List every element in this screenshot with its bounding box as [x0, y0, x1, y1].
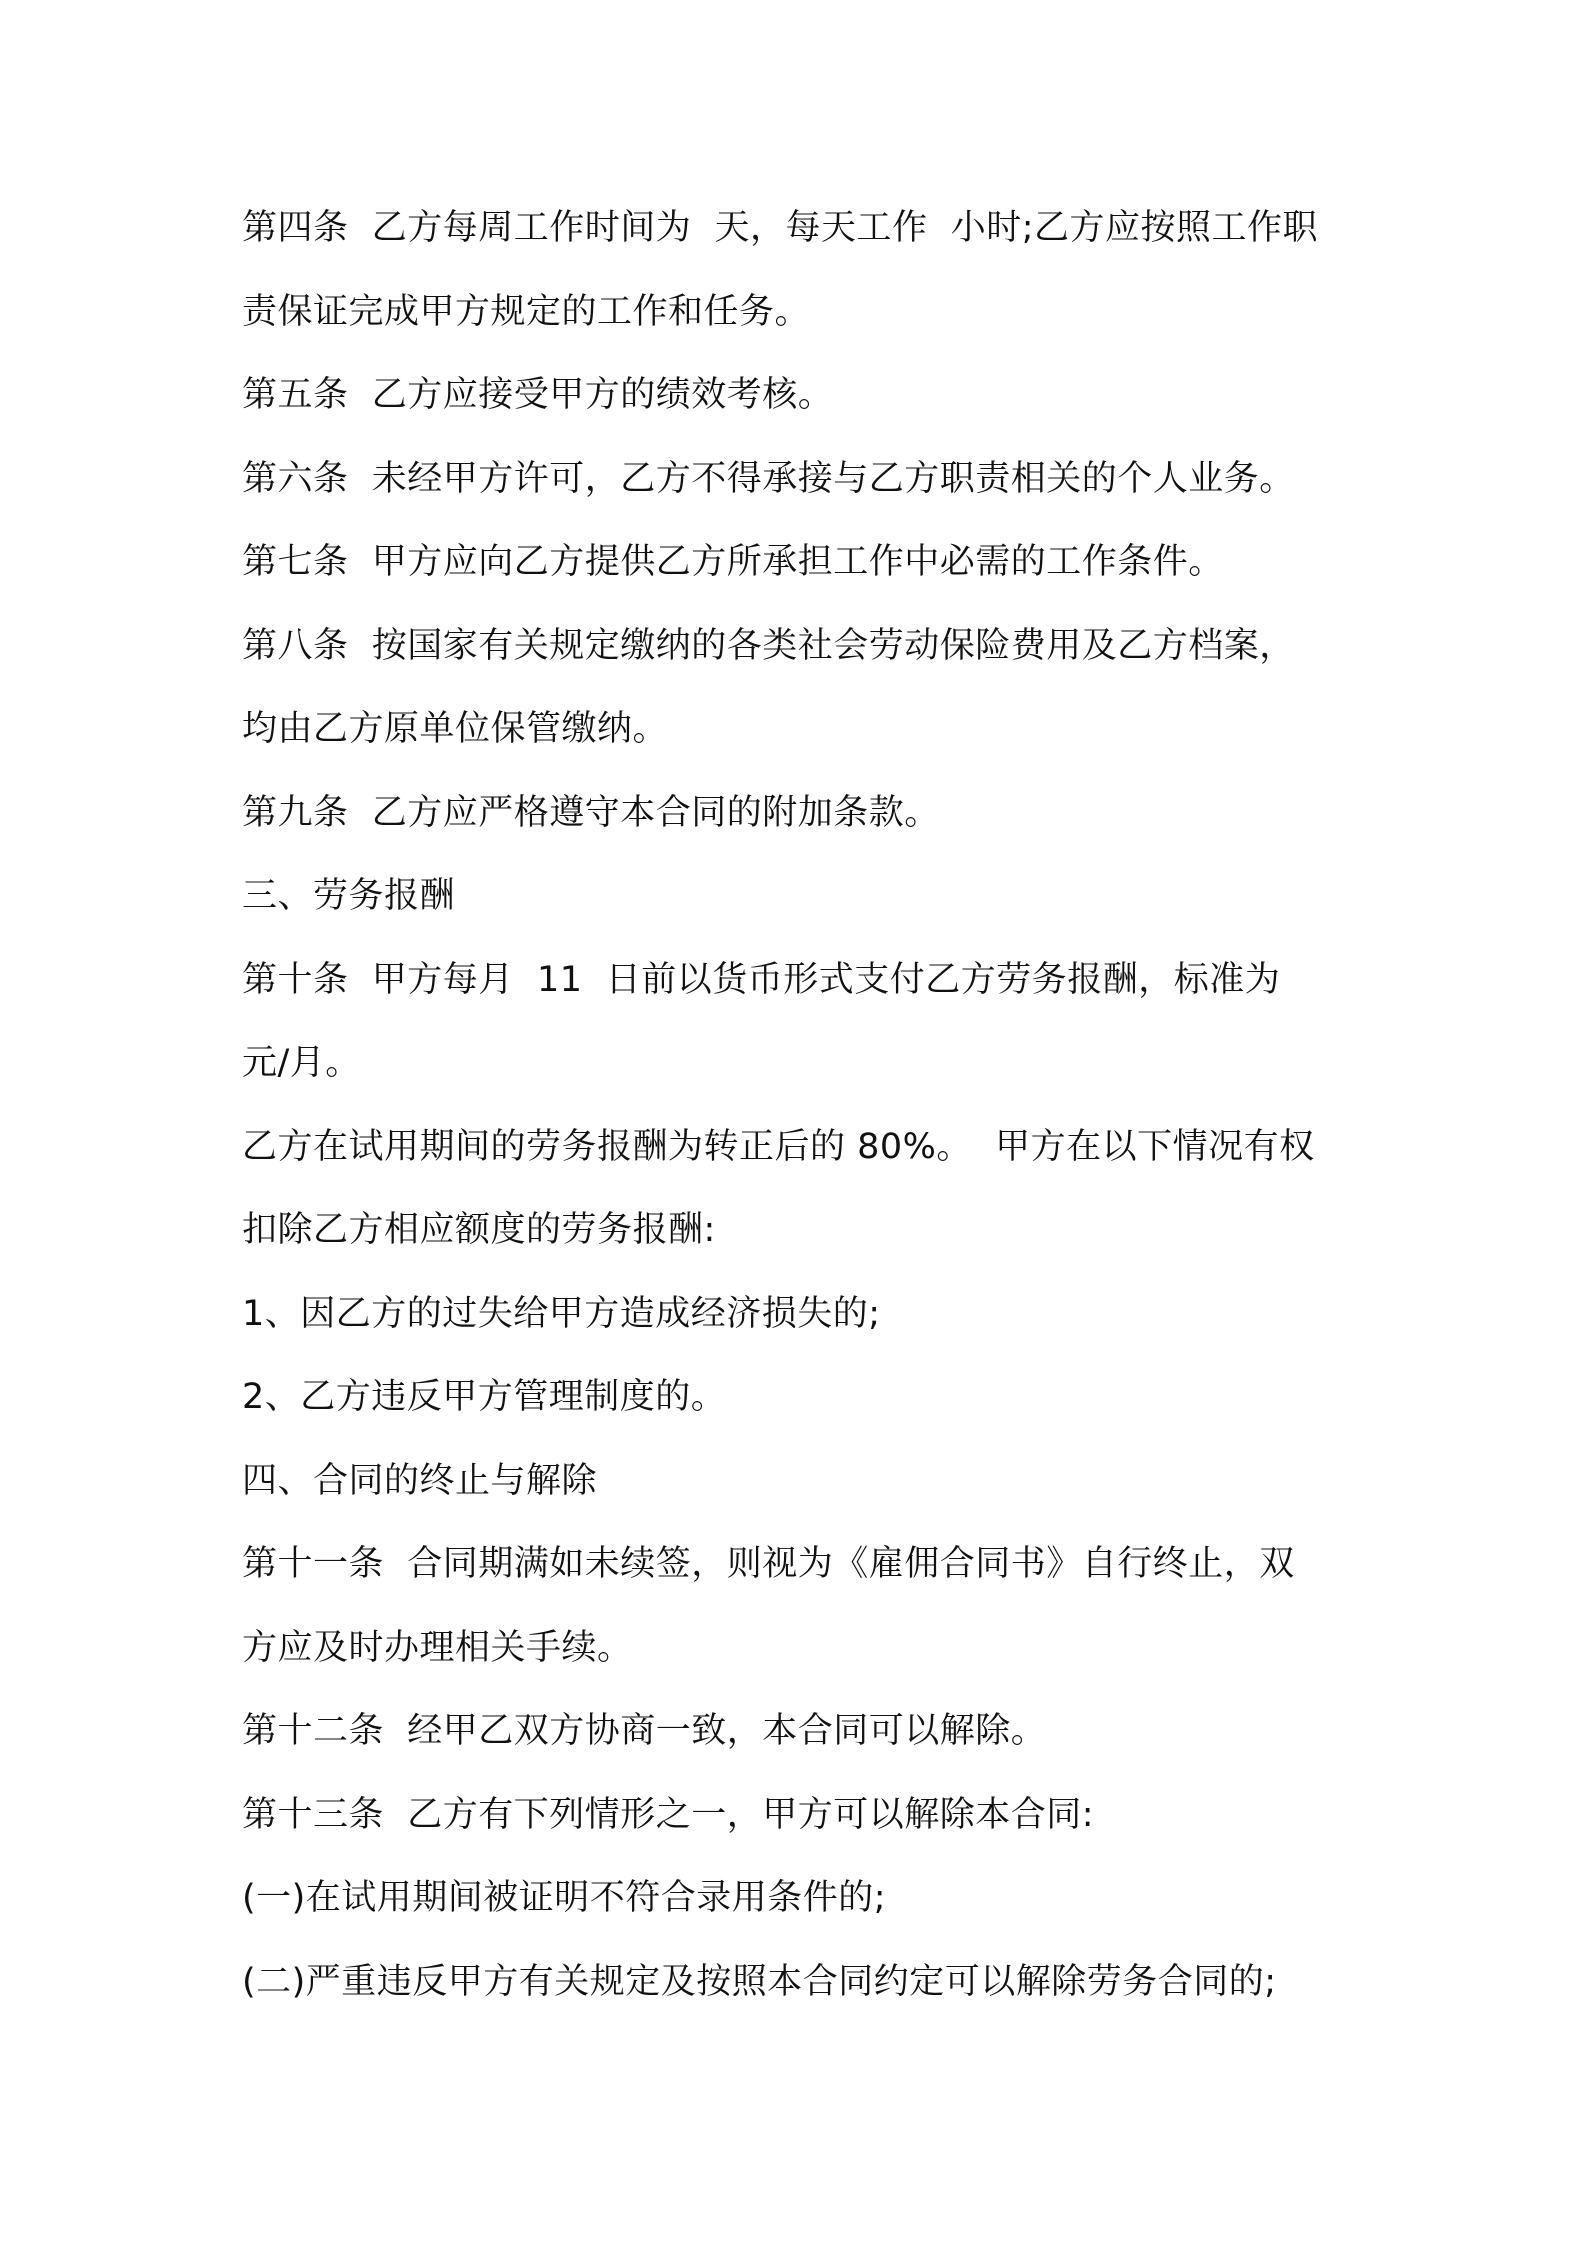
list-item: 2、乙方违反甲方管理制度的。	[242, 1377, 727, 1417]
text-line: 第八条 按国家有关规定缴纳的各类社会劳动保险费用及乙方档案，	[242, 625, 1295, 666]
contract-text	[242, 196, 1354, 2033]
text-line: 第十三条 乙方有下列情形之一，甲方可以解除本合同:	[242, 1794, 1095, 1835]
text-line: 方应及时办理相关手续。	[242, 1627, 633, 1668]
text-line: 均由乙方原单位保管缴纳。	[242, 709, 669, 749]
text-line: 第九条 乙方应严格遵守本合同的附加条款。	[242, 792, 940, 833]
text-line: 元/月。	[242, 1043, 361, 1083]
list-item: (一)在试用期间被证明不符合录用条件的;	[242, 1878, 887, 1918]
text-line: 第七条 甲方应向乙方提供乙方所承担工作中必需的工作条件。	[242, 542, 1224, 582]
text-line: 第十条 甲方每月 11 日前以货币形式支付乙方劳务报酬，标准为	[242, 959, 1281, 1000]
text-line: 第十一条 合同期满如未续签，则视为《雇佣合同书》自行终止，双	[242, 1544, 1295, 1584]
list-item: 1、因乙方的过失给甲方造成经济损失的;	[242, 1293, 881, 1334]
list-item: (二)严重违反甲方有关规定及按照本合同约定可以解除劳务合同的;	[242, 1961, 1277, 2002]
text-line: 扣除乙方相应额度的劳务报酬:	[242, 1210, 716, 1250]
text-line: 乙方在试用期间的劳务报酬为转正后的 80%。 甲方在以下情况有权	[242, 1126, 1315, 1167]
text-line: 第六条 未经甲方许可，乙方不得承接与乙方职责相关的个人业务。	[242, 458, 1295, 499]
text-line: 第五条 乙方应接受甲方的绩效考核。	[242, 375, 834, 415]
section-heading: 三、劳务报酬	[242, 876, 456, 916]
section-heading: 四、合同的终止与解除	[242, 1460, 598, 1501]
text-line: 第十二条 经甲乙双方协商一致，本合同可以解除。	[242, 1711, 1047, 1751]
text-line: 责保证完成甲方规定的工作和任务。	[242, 291, 811, 332]
text-line: 第四条 乙方每周工作时间为 天，每天工作 小时;乙方应按照工作职	[242, 208, 1319, 248]
